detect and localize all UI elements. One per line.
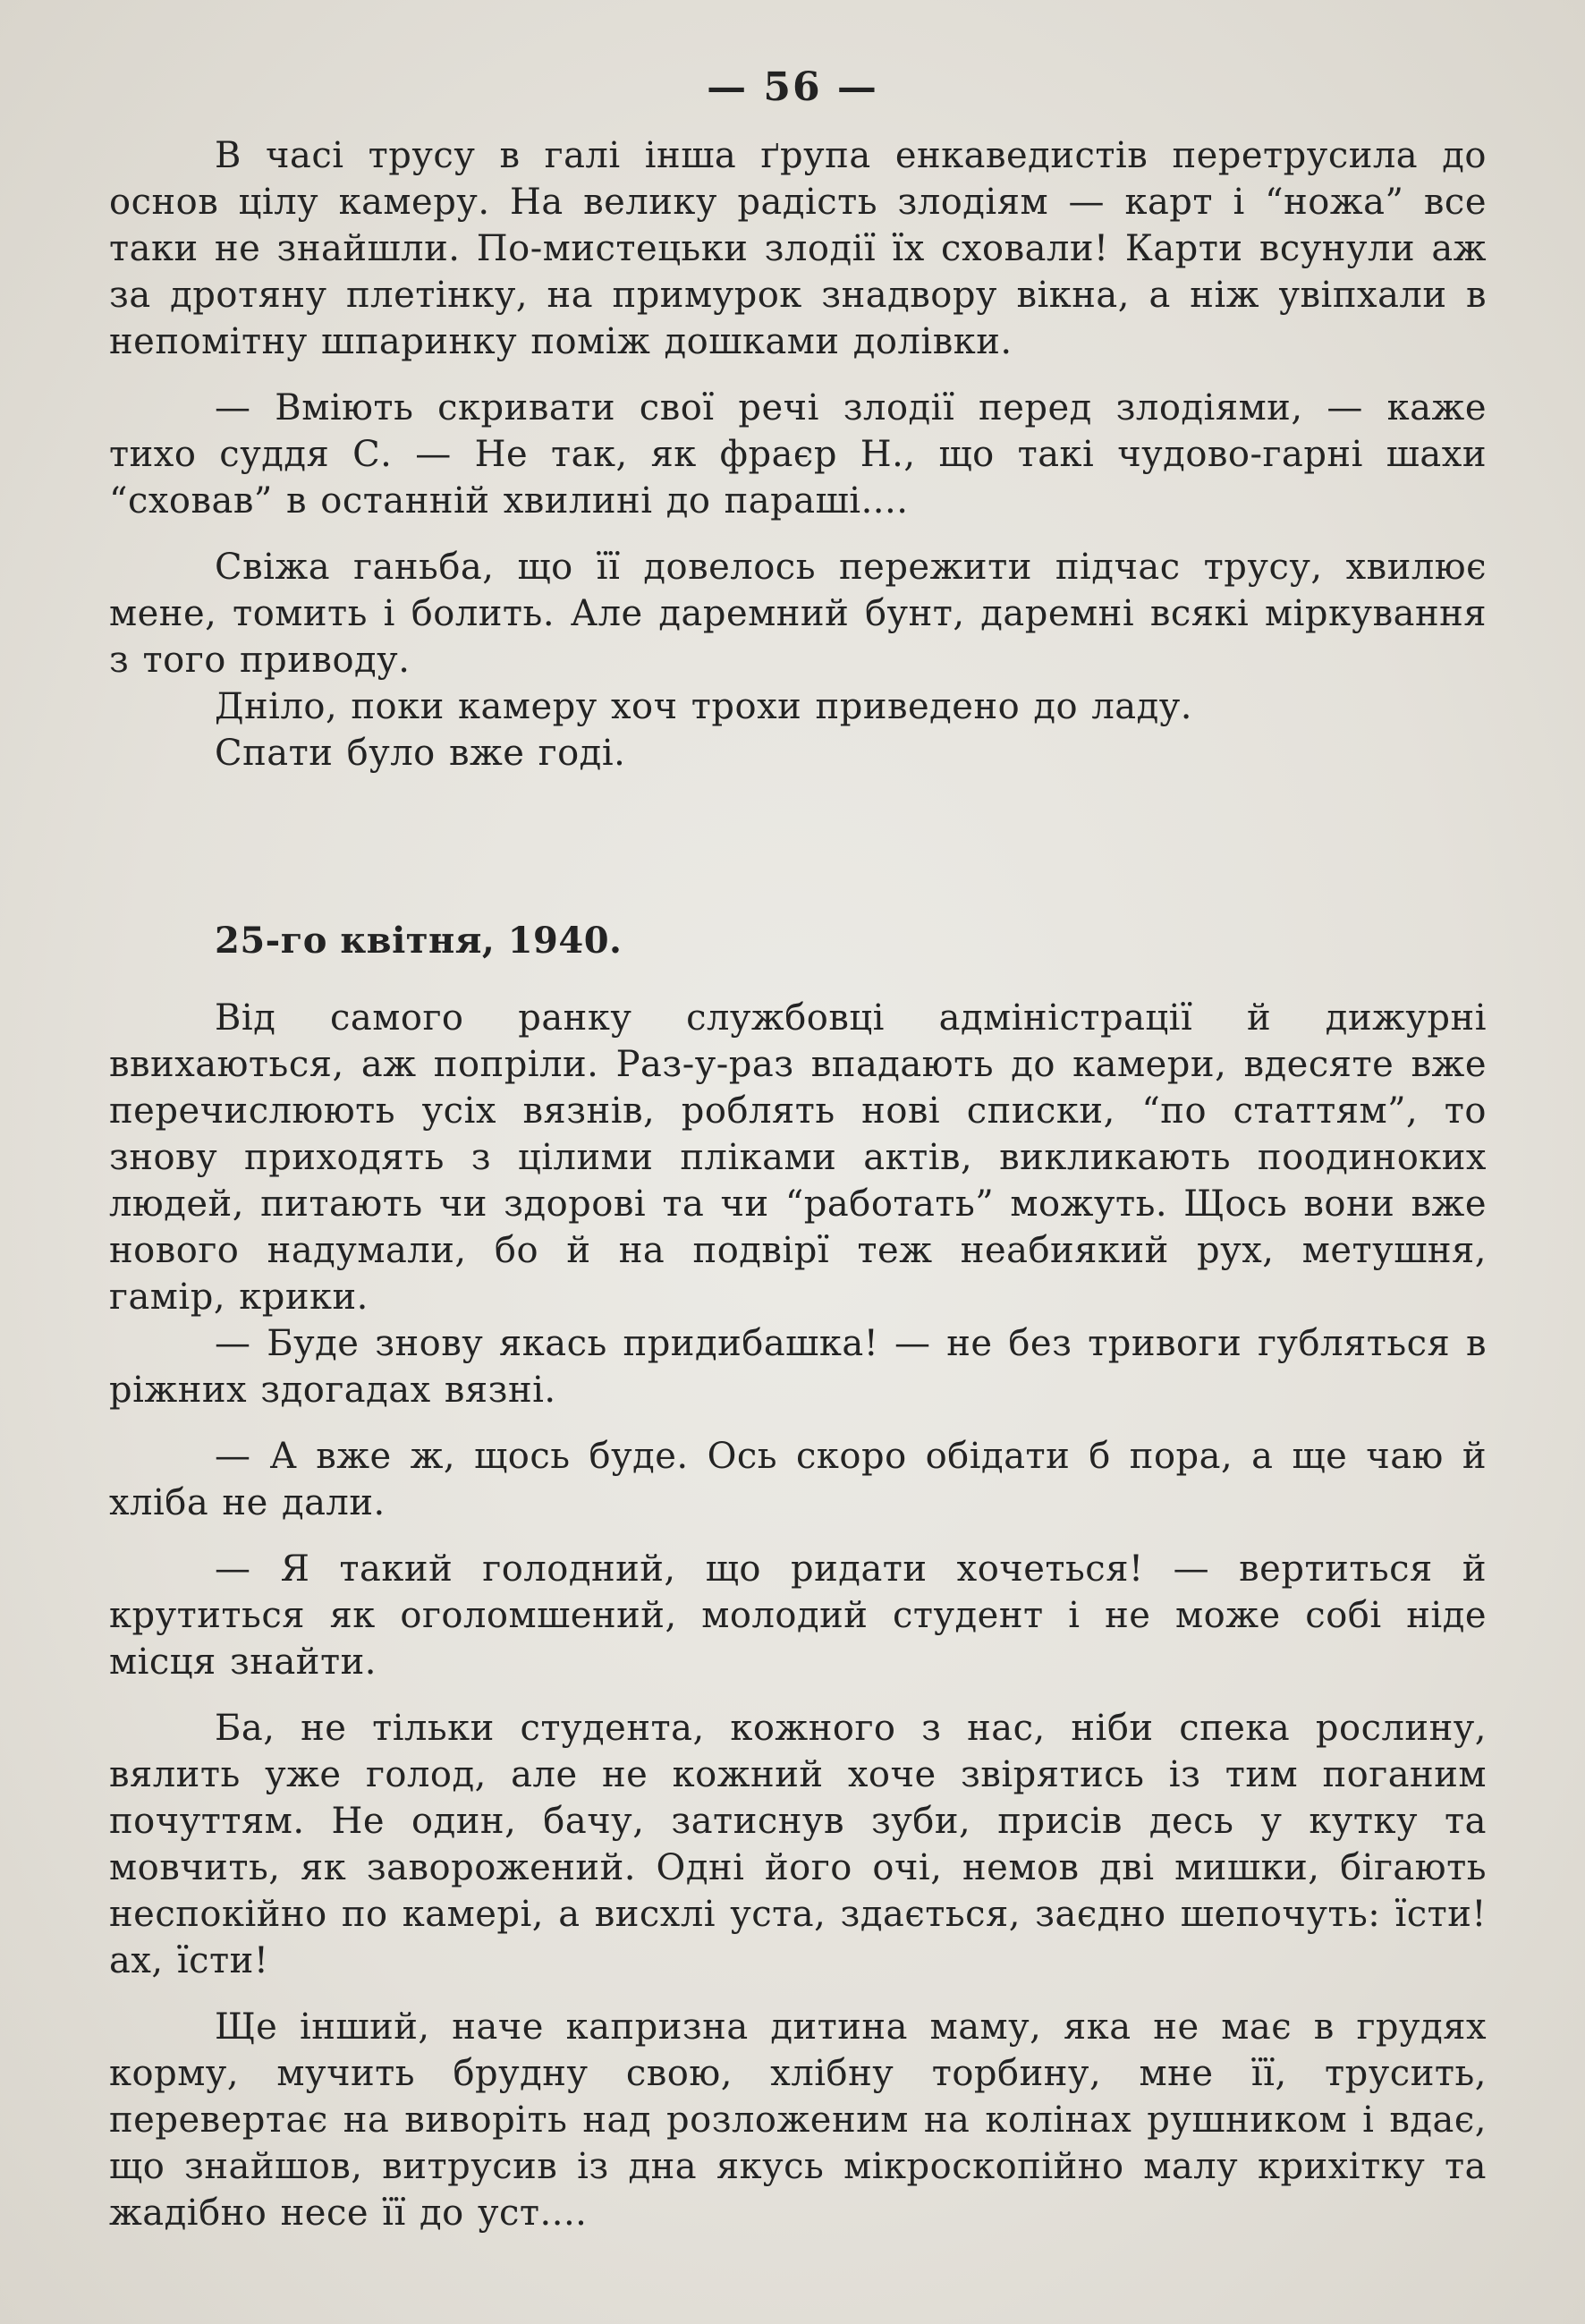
paragraph-judge-remark: — Вміють скривати свої речі злодії перед злодіями, — каже тихо суддя С. — Не так, як фраєр Н., що такі чудово-гарні шахи “сховав” в останній хвилині до параші.... xyxy=(109,387,1487,522)
text-section-2 xyxy=(109,995,1487,2236)
paragraph-prisoners-guess: — Буде знову якась придибашка! — не без тривоги губляться в ріжних здогадах вязні. xyxy=(109,1323,1487,1411)
paragraph-hunger-wilts: Ба, не тільки студента, кожного з нас, ніби спека рослину, вялить уже голод, але не кожний хоче звірятись із тим поганим почуттям. Не один, бачу, затиснув зуби, присів десь у кутку та мовчить, як заворожений. Одні його очі, немов дві мишки, бігають неспокійно по камері, а висхлі уста, здається, заєдно шепочуть: їсти! ах, їсти! xyxy=(109,1708,1487,1981)
paragraph-hungry-student: — Я такий голодний, що ридати хочеться! — вертиться й крутиться як оголомшений, молодий студент і не може собі ніде місця знайти. xyxy=(109,1548,1487,1683)
page-number: — 56 — xyxy=(707,64,878,110)
paragraph-no-sleep: Спати було вже годі. xyxy=(215,733,626,774)
paragraph-dawn: Дніло, поки камеру хоч трохи приведено до ладу. xyxy=(215,686,1192,727)
paragraph-bread-bag: Ще інший, наче капризна дитина маму, яка не має в грудях корму, мучить брудну свою, хлібну торбину, мне її, трусить, перевертає на виворіть над розложеним на колінах рушником і вдає, що знайшов, витрусив із дна якусь мікроскопійно малу крихітку та жадібно несе її до уст.... xyxy=(109,2006,1487,2234)
paragraph-morning-bustle: Від самого ранку службовці адміністрації й дижурні ввихаються, аж попріли. Раз-у-раз впадають до камери, вдесяте вже перечислюють усіх вязнів, роблять нові списки, “по статтям”, то знову приходять з цілими пліками актів, викликають поодиноких людей, питають чи здорові та чи “работать” можуть. Щось вони вже нового надумали, бо й на подвірї теж неабиякий рух, метушня, гамір, крики. xyxy=(109,997,1487,1318)
text-section-1 xyxy=(109,132,1487,776)
paragraph-search-in-cell: В часі трусу в галі інша ґрупа енкаведистів перетрусила до основ цілу камеру. На велику радість злодіям — карт і “ножа” все таки не знайшли. По-мистецьки злодії їх сховали! Карти всунули аж за дротяну плетінку, на примурок знадвору вікна, а ніж увіпхали в непомітну шпаринку поміж дошками долівки. xyxy=(109,135,1487,362)
paragraph-no-bread: — А вже ж, щось буде. Ось скоро обідати б пора, а ще чаю й хліба не дали. xyxy=(109,1436,1487,1523)
date-heading: 25-го квітня, 1940. xyxy=(215,920,623,962)
paragraph-fresh-shame: Свіжа ганьба, що її довелось пережити підчас трусу, хвилює мене, томить і болить. Але даремний бунт, даремні всякі міркування з того приводу. xyxy=(109,547,1487,681)
